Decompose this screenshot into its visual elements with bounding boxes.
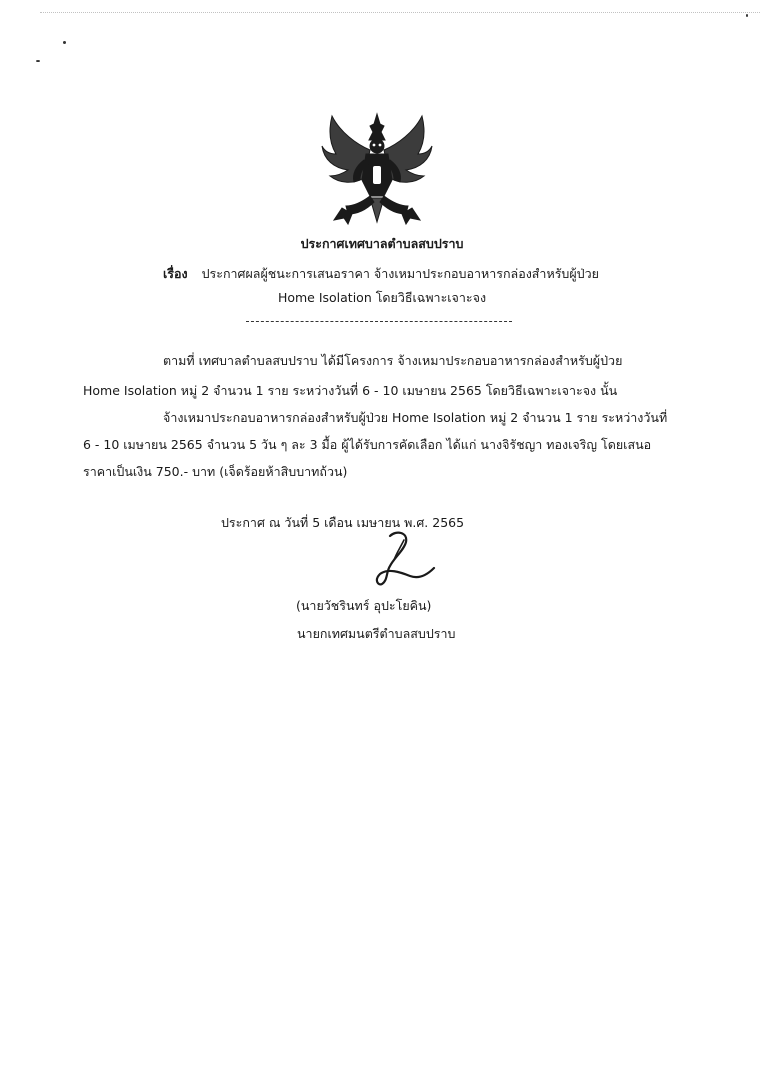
subject-text: ประกาศผลผู้ชนะการเสนอราคา จ้างเหมาประกอบอาหารกล่องสำหรับผู้ป่วย <box>201 266 599 281</box>
signer-position: นายกเทศมนตรีตำบลสบปราบ <box>297 626 456 641</box>
announcement-date: ประกาศ ณ วันที่ 5 เดือน เมษายน พ.ศ. 2565 <box>221 515 465 530</box>
scan-speck <box>36 60 40 62</box>
body-line-1: ตามที่ เทศบาลตำบลสบปราบ ได้มีโครงการ จ้างเหมาประกอบอาหารกล่องสำหรับผู้ป่วย <box>163 353 623 368</box>
body-line-5: ราคาเป็นเงิน 750.- บาท (เจ็ดร้อยห้าสิบบาทถ้วน) <box>83 464 348 479</box>
body-line-3: จ้างเหมาประกอบอาหารกล่องสำหรับผู้ป่วย Home Isolation หมู่ 2 จำนวน 1 ราย ระหว่างวันที่ <box>163 410 668 425</box>
garuda-emblem-icon <box>318 110 436 228</box>
subject-continuation: Home Isolation โดยวิธีเฉพาะเจาะจง <box>277 290 487 305</box>
subject-line <box>163 266 599 282</box>
document-title: ประกาศเทศบาลตำบลสบปราบ <box>300 236 464 251</box>
subject-label: เรื่อง <box>163 266 188 281</box>
body-line-2: Home Isolation หมู่ 2 จำนวน 1 ราย ระหว่างวันที่ 6 - 10 เมษายน 2565 โดยวิธีเฉพาะเจาะจง นั้น <box>83 383 618 398</box>
scan-speck <box>63 41 66 44</box>
scan-speck <box>746 14 748 17</box>
body-line-4: 6 - 10 เมษายน 2565 จำนวน 5 วัน ๆ ละ 3 มื้อ ผู้ได้รับการคัดเลือก ได้แก่ นางจิรัชญา ทองเจริญ โดยเสนอ <box>83 437 652 452</box>
signer-name: (นายวัชรินทร์ อุปะโยคิน) <box>296 598 432 613</box>
title-divider <box>246 321 512 322</box>
handwritten-signature <box>360 528 440 592</box>
scan-edge-marks <box>40 12 760 17</box>
